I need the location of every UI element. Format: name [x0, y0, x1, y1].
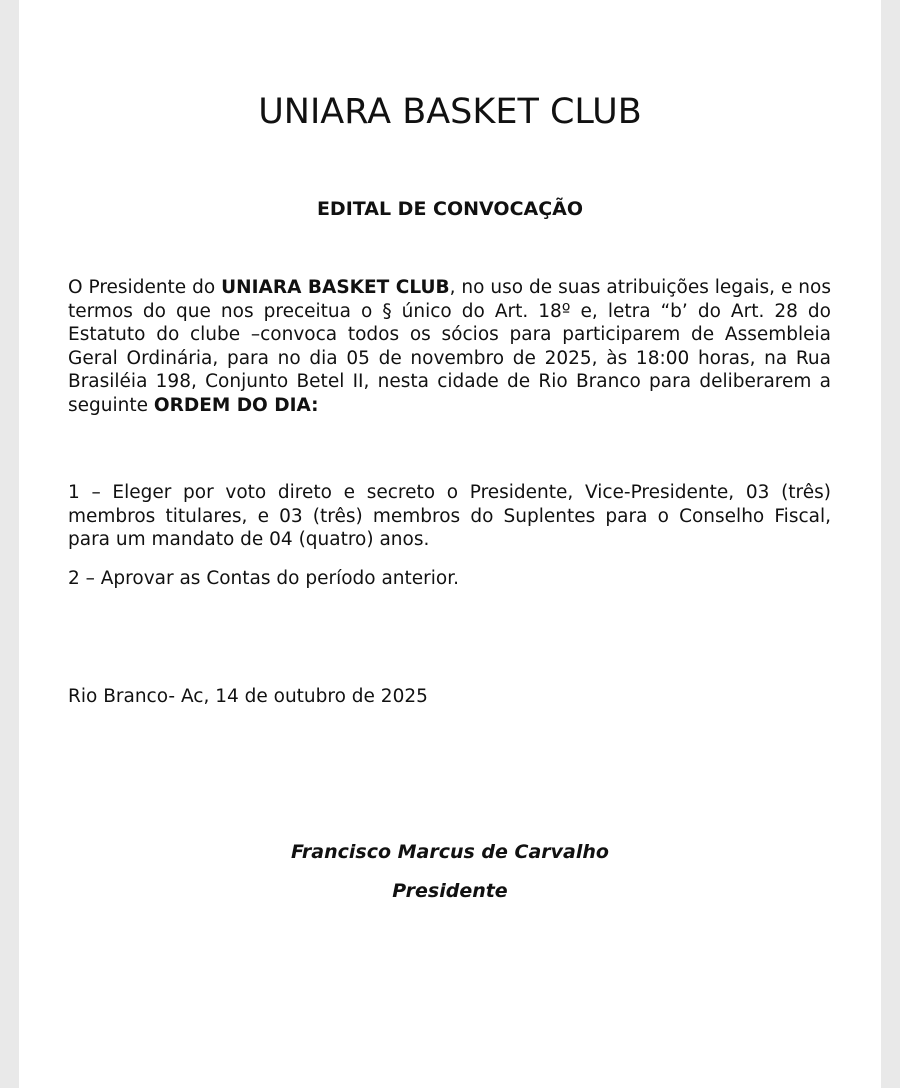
document-title: UNIARA BASKET CLUB [258, 92, 642, 132]
signatory-name: Francisco Marcus de Carvalho [291, 841, 609, 863]
agenda-item-2: 2 – Aprovar as Contas do período anterior. [68, 568, 460, 589]
place-date: Rio Branco- Ac, 14 de outubro de 2025 [68, 686, 428, 707]
agenda-item-1: 1 – Eleger por voto direto e secreto o Presidente, Vice-Presidente, 03 (três) membros titulares, e 03 (três) membros do Suplentes para o Conselho Fiscal, para um mandato de 04 (quatro) anos. [68, 482, 831, 551]
intro-text-part1: O Presidente do [68, 277, 222, 298]
intro-paragraph [68, 276, 831, 418]
agenda-heading-bold: ORDEM DO DIA: [153, 394, 319, 416]
signatory-role: Presidente [392, 880, 508, 902]
club-name-bold: UNIARA BASKET CLUB [221, 277, 450, 298]
document-subtitle: EDITAL DE CONVOCAÇÃO [316, 198, 584, 220]
intro-text-part2: , no uso de suas atribuições legais, e nos termos do que nos preceitua o § único do Art. 18º e, letra “b’ do Art. 28 do Estatuto do clube –convoca todos os sócios para participarem de Assembleia Geral Ordinária, para no dia 05 de novembro de 2025, às 18:00 horas, na Rua Brasiléia 198, Conjunto Betel II, nesta cidade de Rio Branco para deliberarem a seguinte [68, 277, 831, 416]
document-page [19, 0, 881, 1088]
